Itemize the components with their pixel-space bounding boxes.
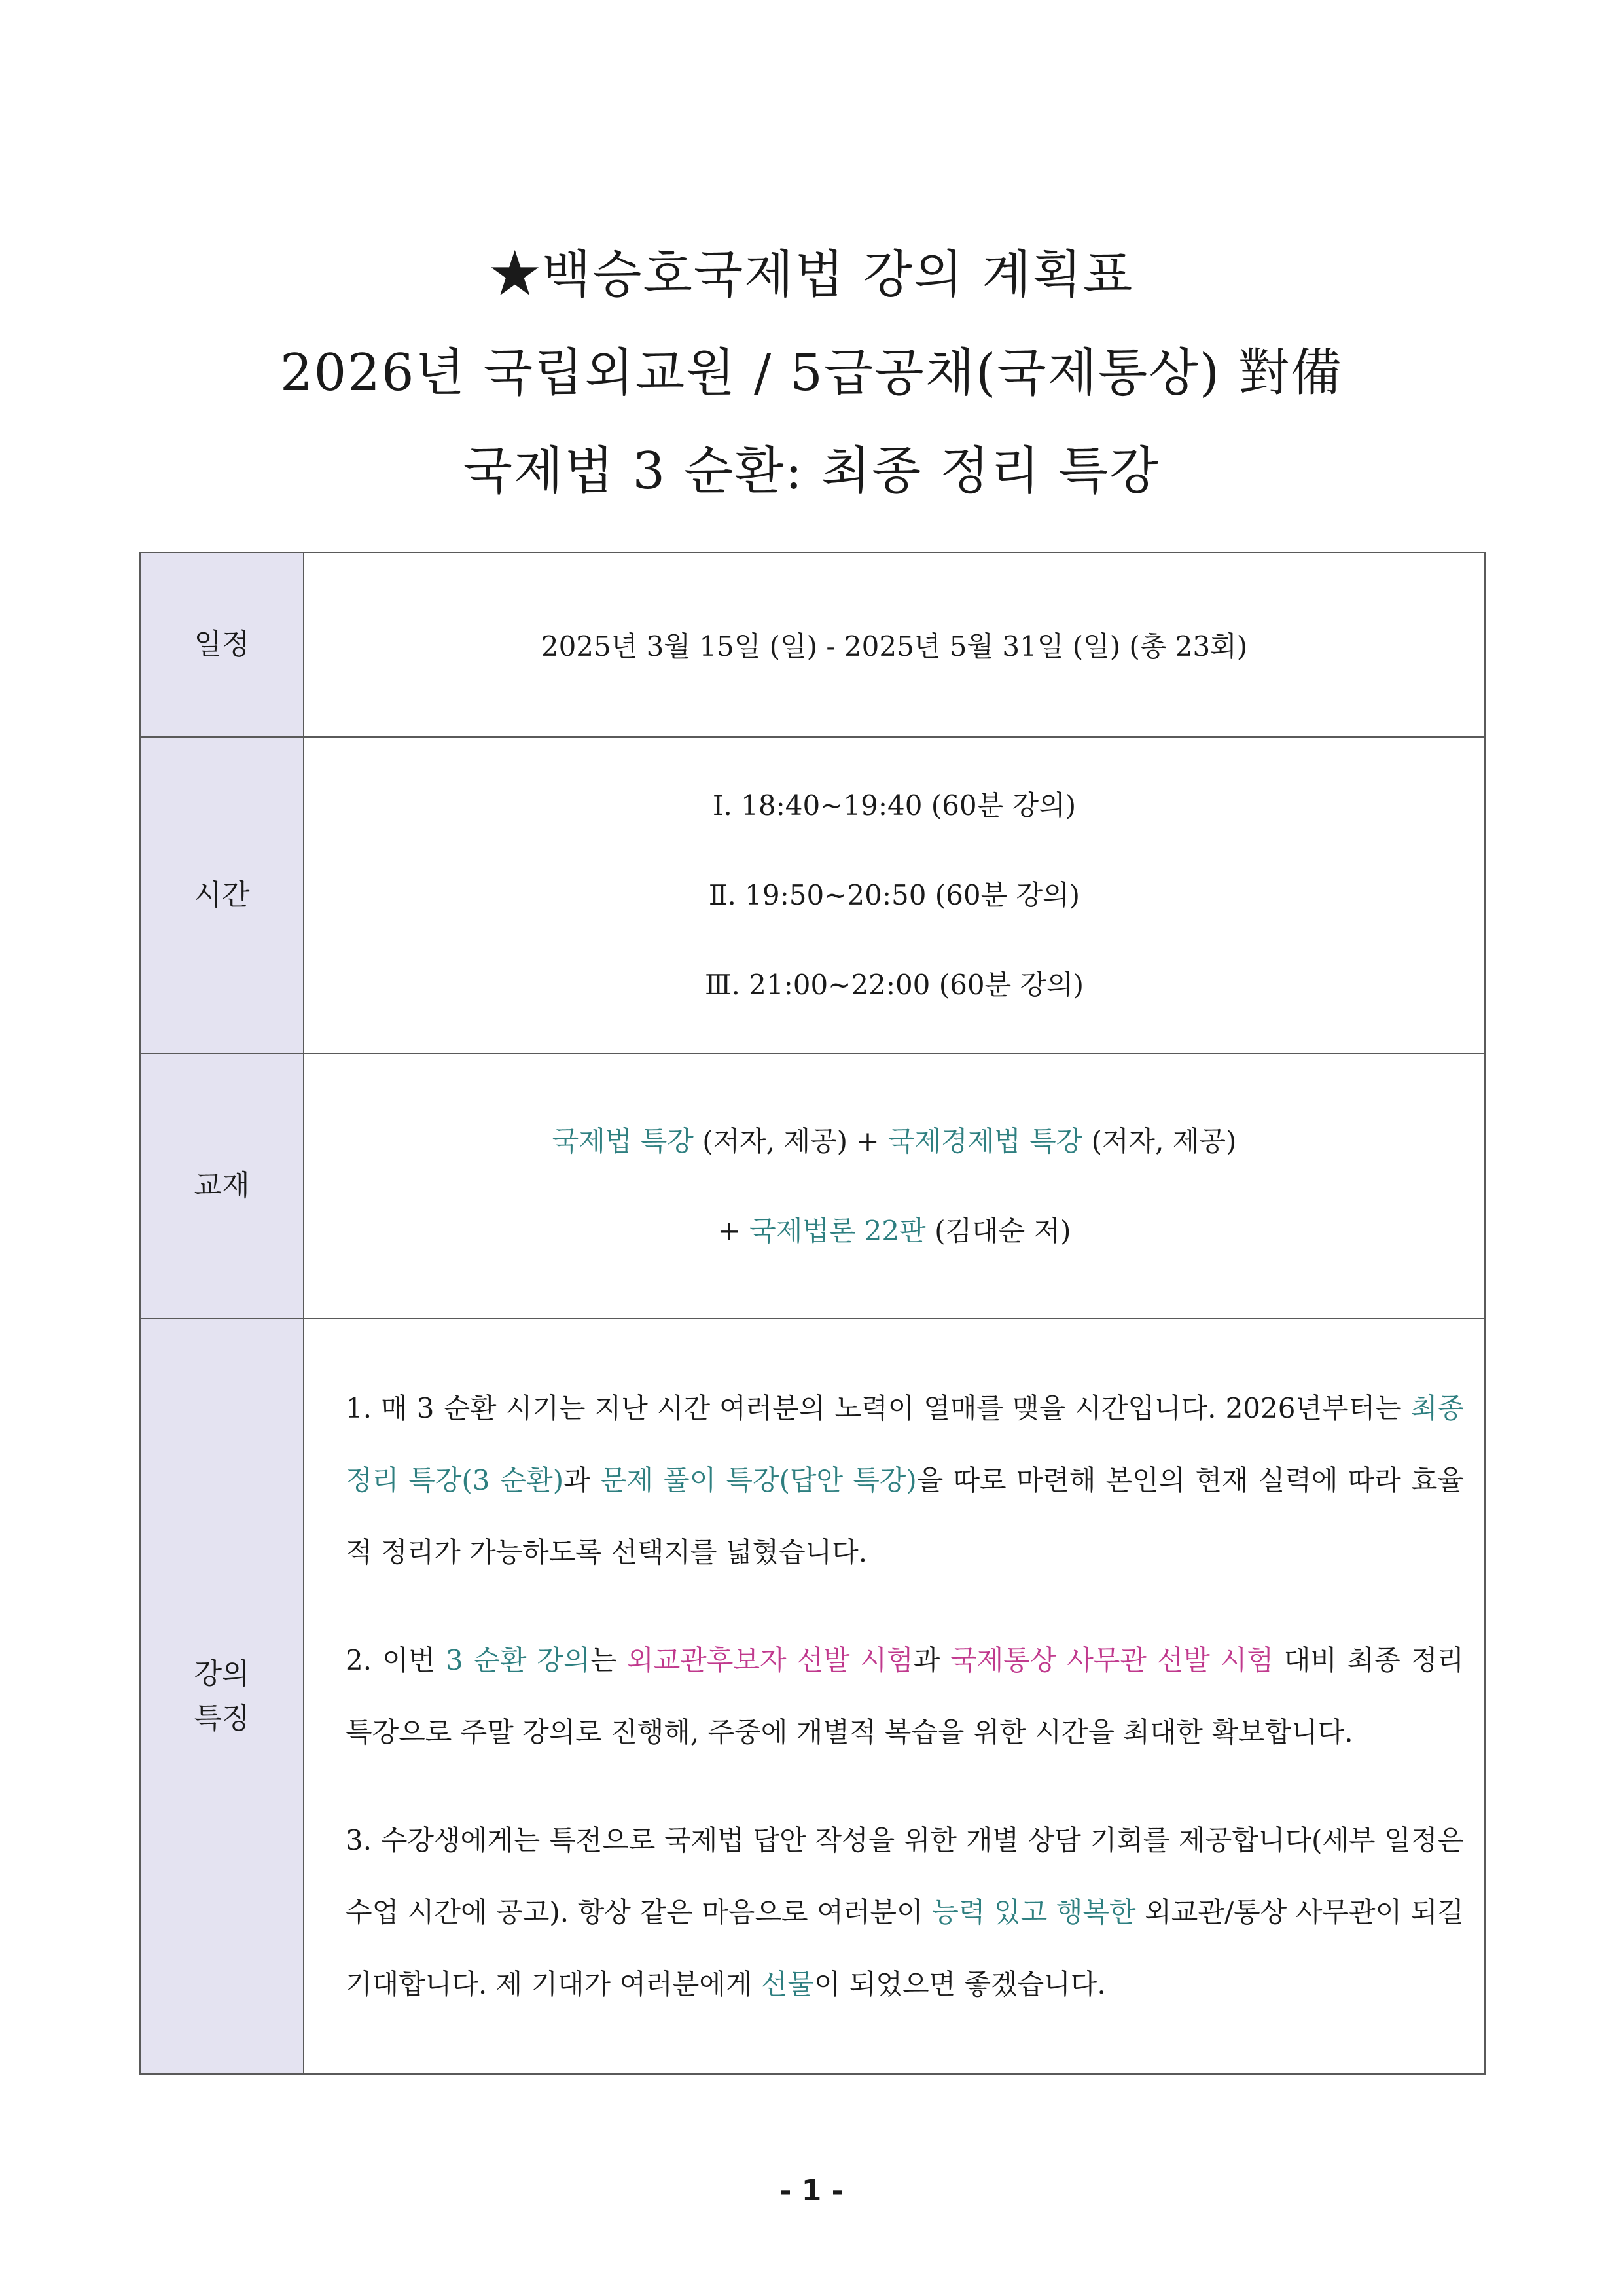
paragraph-text: 3. 수강생에게는 특전으로 국제법 답안 작성을 위한 개별 상담 기회를 제공합니다(세부 일정은 수업 시간에 공고). 항상 같은 마음으로 여러분이 — [346, 1823, 1464, 1928]
features-content — [304, 1318, 1485, 2074]
textbook-title: 국제경제법 특강 — [887, 1124, 1083, 1157]
highlight-text: 국제통상 사무관 선발 시험 — [950, 1643, 1274, 1676]
textbook-prefix: + — [717, 1214, 750, 1247]
paragraph-text: 외교관/통상 사무관이 되길 기대합니다. 제 기대가 여러분에게 — [346, 1895, 1464, 2000]
highlight-text: 최종 정리 특강(3 순환) — [346, 1391, 1464, 1496]
title-line-3: 국제법 3 순환: 최종 정리 특강 — [463, 442, 1160, 501]
textbook-title: 국제법론 22판 — [749, 1214, 926, 1247]
paragraph-text: 과 — [563, 1463, 600, 1496]
time-slot-2: Ⅱ. 19:50~20:50 (60분 강의) — [708, 879, 1080, 911]
schedule-label: 일정 — [140, 552, 304, 737]
title-line-2: 2026년 국립외교원 / 5급공채(국제통상) 對備 — [280, 344, 1343, 403]
highlight-text: 외교관후보자 선발 시험 — [627, 1643, 914, 1676]
highlight-text: 선물 — [760, 1967, 814, 2000]
features-row — [140, 1318, 1485, 2074]
paragraph-text: 1. 매 3 순환 시기는 지난 시간 여러분의 노력이 열매를 맺을 시간입니다. 2026년부터는 — [346, 1391, 1411, 1424]
paragraph-text: 는 — [590, 1643, 628, 1676]
textbook-line-2 — [305, 1209, 1484, 1253]
time-label: 시간 — [140, 737, 304, 1054]
textbook-line-1 — [305, 1119, 1484, 1164]
time-slots — [304, 737, 1485, 1054]
lecture-plan-table — [139, 552, 1486, 2075]
paragraph-text: 과 — [913, 1643, 951, 1676]
paragraph-text: 대비 최종 정리 특강으로 주말 강의로 진행해, 주중에 개별적 복습을 위한 시간을 최대한 확보합니다. — [346, 1643, 1464, 1748]
page-number: - 1 - — [779, 2174, 844, 2208]
paragraph-text: 2. 이번 — [346, 1643, 446, 1676]
schedule-value: 2025년 3월 15일 (일) - 2025년 5월 31일 (일) (총 23회) — [304, 552, 1485, 737]
textbook-note: (저자, 제공) — [1082, 1124, 1237, 1157]
time-row — [140, 737, 1485, 1054]
paragraph-gap — [305, 1588, 1484, 1624]
textbook-list — [304, 1054, 1485, 1318]
document-title — [0, 226, 1623, 520]
features-label — [140, 1318, 304, 2074]
textbook-note: (저자, 제공) + — [693, 1124, 888, 1157]
feature-paragraph-1 — [305, 1372, 1484, 1588]
paragraph-text: 이 되었으면 좋겠습니다. — [813, 1967, 1106, 2000]
time-slot-1: Ⅰ. 18:40~19:40 (60분 강의) — [712, 789, 1077, 821]
textbook-note: (김대순 저) — [925, 1214, 1071, 1247]
paragraph-text: 을 따로 마련해 본인의 현재 실력에 따라 효율적 정리가 가능하도록 선택지를 넓혔습니다. — [346, 1463, 1464, 1568]
highlight-text: 3 순환 강의 — [445, 1643, 590, 1676]
highlight-text: 능력 있고 행복한 — [932, 1895, 1136, 1928]
features-label-line-1: 강의 — [194, 1657, 250, 1691]
highlight-text: 문제 풀이 특강(답안 특강) — [599, 1463, 917, 1496]
feature-paragraph-3 — [305, 1804, 1484, 2020]
schedule-row — [140, 552, 1485, 737]
textbook-label: 교재 — [140, 1054, 304, 1318]
feature-paragraph-2 — [305, 1624, 1484, 1768]
textbook-title: 국제법 특강 — [552, 1124, 694, 1157]
textbook-row — [140, 1054, 1485, 1318]
title-line-1: ★백승호국제법 강의 계획표 — [489, 245, 1134, 304]
features-label-line-2: 특징 — [194, 1701, 250, 1735]
paragraph-gap — [305, 1768, 1484, 1804]
time-slot-3: Ⅲ. 21:00~22:00 (60분 강의) — [704, 969, 1084, 1001]
